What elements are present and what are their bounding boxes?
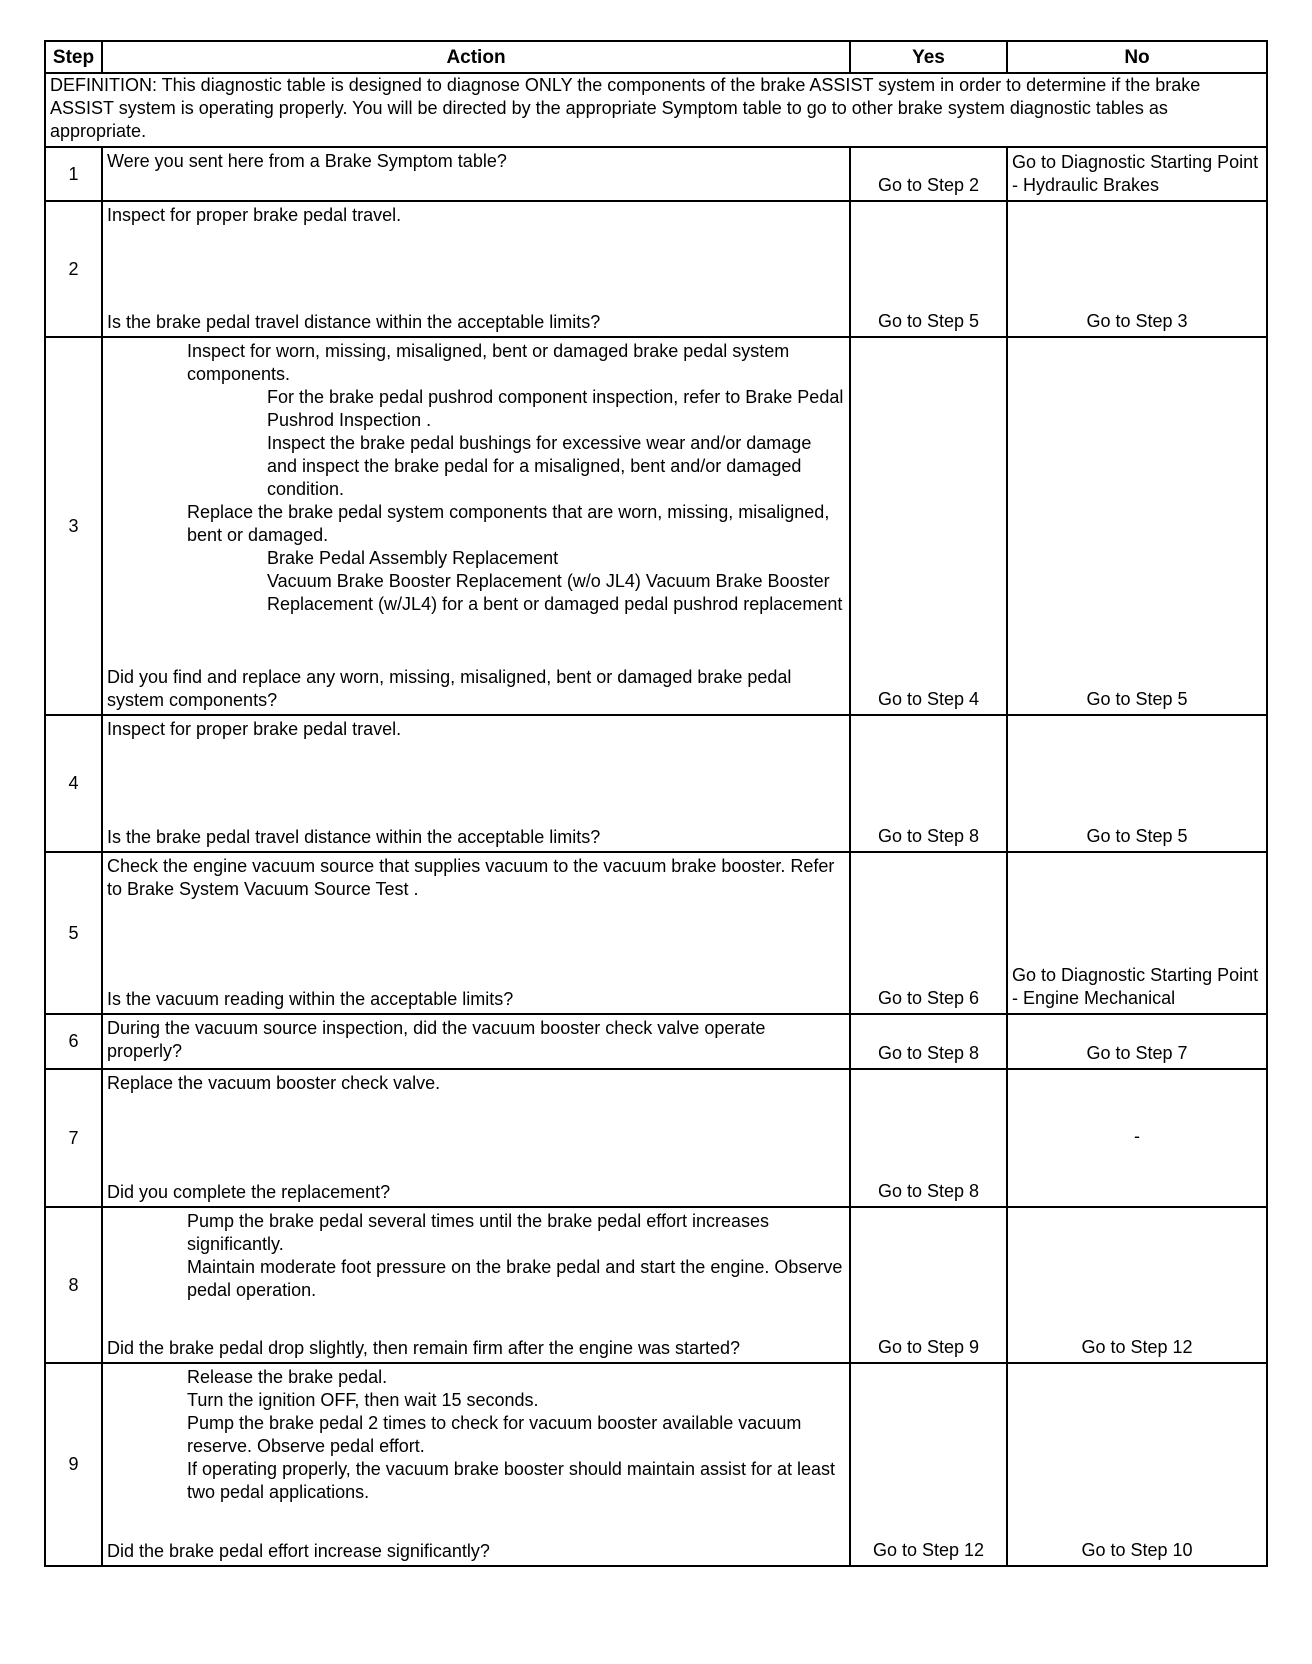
header-row (45, 41, 1267, 73)
step-number: 7 (45, 1069, 102, 1207)
question-text: Is the brake pedal travel distance within the acceptable limits? (107, 827, 601, 847)
instruction-line: Release the brake pedal. (187, 1367, 388, 1387)
question-text: During the vacuum source inspection, did the vacuum booster check valve operate properly? (107, 1018, 766, 1061)
instruction-line: For the brake pedal pushrod component inspection, refer to Brake Pedal Pushrod Inspection . (267, 387, 844, 430)
instruction-line: Inspect for worn, missing, misaligned, bent or damaged brake pedal system components. (187, 341, 790, 384)
definition-row (45, 73, 1267, 147)
instruction-line: Vacuum Brake Booster Replacement (w/o JL4) Vacuum Brake Booster Replacement (w/JL4) for a bent or damaged pedal pushrod replacement (267, 571, 843, 614)
instruction-line: If operating properly, the vacuum brake booster should maintain assist for at least two pedal applications. (187, 1459, 836, 1502)
no-cell: Go to Step 7 (1007, 1014, 1267, 1069)
step-number: 4 (45, 715, 102, 852)
header-action: Action (102, 41, 850, 73)
question-text: Were you sent here from a Brake Symptom table? (107, 151, 507, 171)
step-number: 1 (45, 147, 102, 201)
instruction-line: Pump the brake pedal several times until the brake pedal effort increases significantly. (187, 1211, 769, 1254)
no-cell: Go to Step 12 (1007, 1207, 1267, 1363)
no-cell: Go to Diagnostic Starting Point - Engine Mechanical (1007, 852, 1267, 1014)
no-cell: Go to Step 3 (1007, 201, 1267, 337)
instruction-line: Pump the brake pedal 2 times to check for vacuum booster available vacuum reserve. Observe pedal effort. (187, 1413, 802, 1456)
no-cell: Go to Step 5 (1007, 337, 1267, 715)
table-row (45, 715, 1267, 852)
question-text: Is the brake pedal travel distance within the acceptable limits? (107, 312, 601, 332)
no-cell: Go to Step 5 (1007, 715, 1267, 852)
step-number: 2 (45, 201, 102, 337)
action-cell (102, 1014, 850, 1069)
question-text: Did the brake pedal effort increase significantly? (107, 1541, 490, 1561)
header-step: Step (45, 41, 102, 73)
action-cell (102, 147, 850, 201)
table-row (45, 337, 1267, 715)
no-cell: Go to Step 10 (1007, 1363, 1267, 1566)
action-cell (102, 1069, 850, 1207)
table-row (45, 852, 1267, 1014)
action-cell (102, 1363, 850, 1566)
instruction-text: Check the engine vacuum source that supplies vacuum to the vacuum brake booster. Refer to Brake System Vacuum Source Test . (107, 856, 835, 899)
yes-cell: Go to Step 2 (850, 147, 1007, 201)
question-text: Did you find and replace any worn, missing, misaligned, bent or damaged brake pedal system components? (107, 667, 792, 710)
step-number: 9 (45, 1363, 102, 1566)
definition-text: DEFINITION: This diagnostic table is designed to diagnose ONLY the components of the brake ASSIST system in order to determine if the brake ASSIST system is operating properly. You will be directed by the appropriate Symptom table to go to other brake system diagnostic tables as appropriate. (45, 73, 1267, 147)
step-number: 8 (45, 1207, 102, 1363)
header-yes: Yes (850, 41, 1007, 73)
yes-cell: Go to Step 9 (850, 1207, 1007, 1363)
instruction-text: Replace the vacuum booster check valve. (107, 1073, 441, 1093)
table-row (45, 147, 1267, 201)
action-cell (102, 1207, 850, 1363)
action-cell (102, 337, 850, 715)
table-row (45, 1014, 1267, 1069)
step-number: 6 (45, 1014, 102, 1069)
instruction-line: Replace the brake pedal system components that are worn, missing, misaligned, bent or damaged. (187, 502, 830, 545)
question-text: Is the vacuum reading within the acceptable limits? (107, 989, 514, 1009)
yes-cell: Go to Step 6 (850, 852, 1007, 1014)
question-text: Did you complete the replacement? (107, 1182, 391, 1202)
instruction-line: Turn the ignition OFF, then wait 15 seconds. (187, 1390, 539, 1410)
step-number: 5 (45, 852, 102, 1014)
table-row (45, 1069, 1267, 1207)
table-row (45, 1207, 1267, 1363)
action-cell (102, 852, 850, 1014)
table-row (45, 201, 1267, 337)
no-cell: - (1007, 1069, 1267, 1207)
yes-cell: Go to Step 5 (850, 201, 1007, 337)
instruction-line: Brake Pedal Assembly Replacement (267, 548, 559, 568)
yes-cell: Go to Step 4 (850, 337, 1007, 715)
instruction-text: Inspect for proper brake pedal travel. (107, 205, 402, 225)
instruction-line: Maintain moderate foot pressure on the brake pedal and start the engine. Observe pedal operation. (187, 1257, 843, 1300)
yes-cell: Go to Step 8 (850, 715, 1007, 852)
instruction-text: Inspect for proper brake pedal travel. (107, 719, 402, 739)
no-cell: Go to Diagnostic Starting Point - Hydraulic Brakes (1007, 147, 1267, 201)
action-cell (102, 201, 850, 337)
yes-cell: Go to Step 8 (850, 1014, 1007, 1069)
instruction-line: Inspect the brake pedal bushings for excessive wear and/or damage and inspect the brake pedal for a misaligned, bent and/or damaged condition. (267, 433, 812, 499)
header-no: No (1007, 41, 1267, 73)
table-row (45, 1363, 1267, 1566)
yes-cell: Go to Step 8 (850, 1069, 1007, 1207)
action-cell (102, 715, 850, 852)
yes-cell: Go to Step 12 (850, 1363, 1007, 1566)
diagnostic-table (44, 40, 1268, 1567)
step-number: 3 (45, 337, 102, 715)
question-text: Did the brake pedal drop slightly, then remain firm after the engine was started? (107, 1338, 741, 1358)
